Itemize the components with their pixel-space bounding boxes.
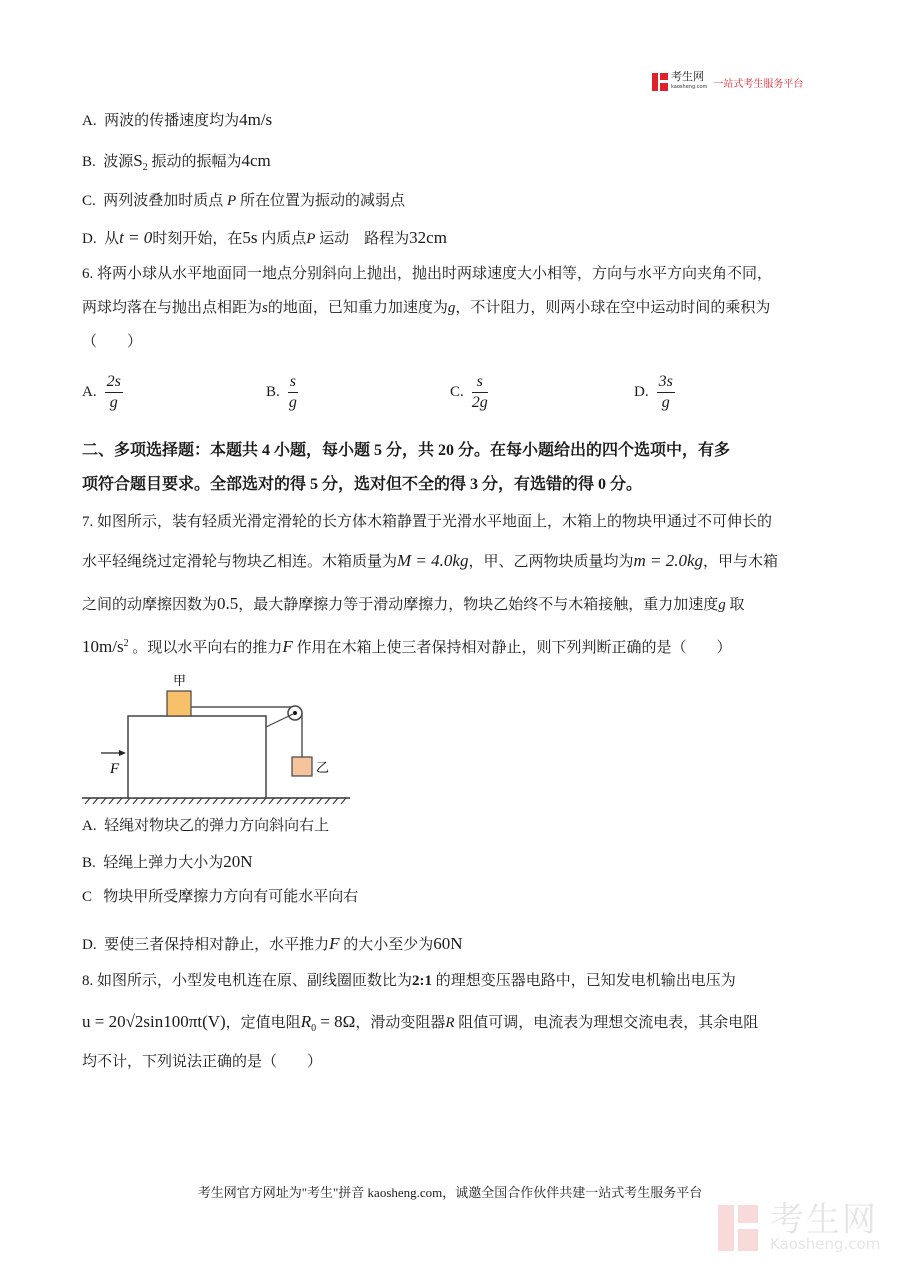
site-logo[interactable] — [652, 72, 803, 92]
logo-icon — [652, 73, 668, 91]
q7-option-c: C 物块甲所受摩擦力方向有可能水平向右 — [82, 889, 359, 905]
fraction: $\frac{3s}{g}$ — [658, 373, 673, 411]
label-jia: 甲 — [173, 674, 187, 689]
watermark-icon — [718, 1205, 760, 1251]
q6-stem-line2: 两球均落在与抛出点相距为s的地面，已知重力加速度为g，不计阻力，则两小球在空中运动时间的乘积为 — [82, 300, 771, 316]
q7-stem-line3: 之间的动摩擦因数为0.5，最大静摩擦力等于滑动摩擦力，物块乙始终不与木箱接触，重力加速度g 取 — [82, 594, 745, 613]
q7-option-a: A. 轻绳对物块乙的弹力方向斜向右上 — [82, 818, 330, 834]
q7-figure — [80, 665, 360, 805]
q7-option-d: D. 要使三者保持相对静止，水平推力F 的大小至少为60N — [82, 934, 463, 953]
footer-text: 考生网官方网址为"考生"拼音 kaosheng.com，诚邀全国合作伙伴共建一站式考生服务平台 — [197, 1185, 703, 1200]
logo-domain: kaosheng.com — [671, 84, 708, 90]
block-yi — [292, 757, 312, 776]
q5-option-c: C. 两列波叠加时质点 P 所在位置为振动的减弱点 — [82, 193, 405, 209]
q6-stem-line1: 6. 将两小球从水平地面同一地点分别斜向上抛出，抛出时两球速度大小相等，方向与水平方向夹角不同， — [82, 266, 773, 282]
q8-stem-line1: 8. 如图所示，小型发电机连在原、副线圈匝数比为2:1 的理想变压器电路中，已知发电机输出电压为 — [82, 973, 736, 989]
ground-hatch — [85, 798, 346, 804]
q5-option-d: D. 从t = 0时刻开始，在5s 内质点P 运动 路程为32cm — [82, 228, 447, 247]
section2-heading-line1: 二、多项选择题：本题共 4 小题，每小题 5 分，共 20 分。在每小题给出的四个选项中，有多 — [82, 442, 731, 459]
label-yi: 乙 — [316, 761, 330, 776]
wooden-box — [128, 716, 266, 798]
watermark-name: 考生网 — [770, 1200, 878, 1240]
pulley-bracket — [266, 714, 293, 727]
q5-option-b: B. 波源$S_2$ 振动的振幅为4cm — [82, 151, 271, 173]
q7-stem-line1: 7. 如图所示，装有轻质光滑定滑轮的长方体木箱静置于光滑水平地面上，木箱上的物块甲通过不可伸长的 — [82, 514, 773, 530]
q7-stem-line2: 水平轻绳绕过定滑轮与物块乙相连。木箱质量为M = 4.0kg，甲、乙两物块质量均为m = 2.0kg，甲与木箱 — [82, 551, 779, 570]
q6-answer-bracket: （ ） — [82, 334, 143, 350]
label-F: F — [110, 761, 120, 777]
logo-name: 考生网 — [671, 70, 704, 83]
watermark-logo — [718, 1200, 881, 1253]
q5-option-a: A. 两波的传播速度均为4m/s — [82, 110, 273, 129]
q7-stem-line4: $10m/s^2$ 。现以水平向右的推力F 作用在木箱上使三者保持相对静止，则下列判断正确的是（ ） — [82, 637, 732, 656]
section2-heading-line2: 项符合题目要求。全部选对的得 5 分，选对但不全的得 3 分，有选错的得 0 分。 — [82, 476, 643, 493]
block-jia — [167, 691, 191, 716]
fraction: $\frac{s}{g}$ — [288, 373, 297, 411]
fraction: $\frac{2s}{g}$ — [106, 373, 121, 411]
fraction: $\frac{s}{2g}$ — [471, 373, 488, 411]
q6-option-d: D. $\frac{3s}{g}$ — [634, 373, 673, 411]
q8-stem-line3: 均不计，下列说法正确的是（ ） — [82, 1054, 323, 1070]
q6-option-b: B. $\frac{s}{g}$ — [266, 373, 297, 411]
watermark-domain: Kaosheng.com — [770, 1235, 881, 1253]
q6-option-c: C. $\frac{s}{2g}$ — [450, 373, 488, 411]
q7-option-b: B. 轻绳上弹力大小为20N — [82, 852, 253, 871]
logo-slogan: 一站式考生服务平台 — [713, 78, 804, 90]
q8-stem-line2: u = 20√2sin100πt(V)，定值电阻$R_0 = 8\Omega$，滑动变阻器R 阻值可调，电流表为理想交流电表，其余电阻 — [82, 1012, 759, 1034]
q6-option-a: A. $\frac{2s}{g}$ — [82, 373, 121, 411]
